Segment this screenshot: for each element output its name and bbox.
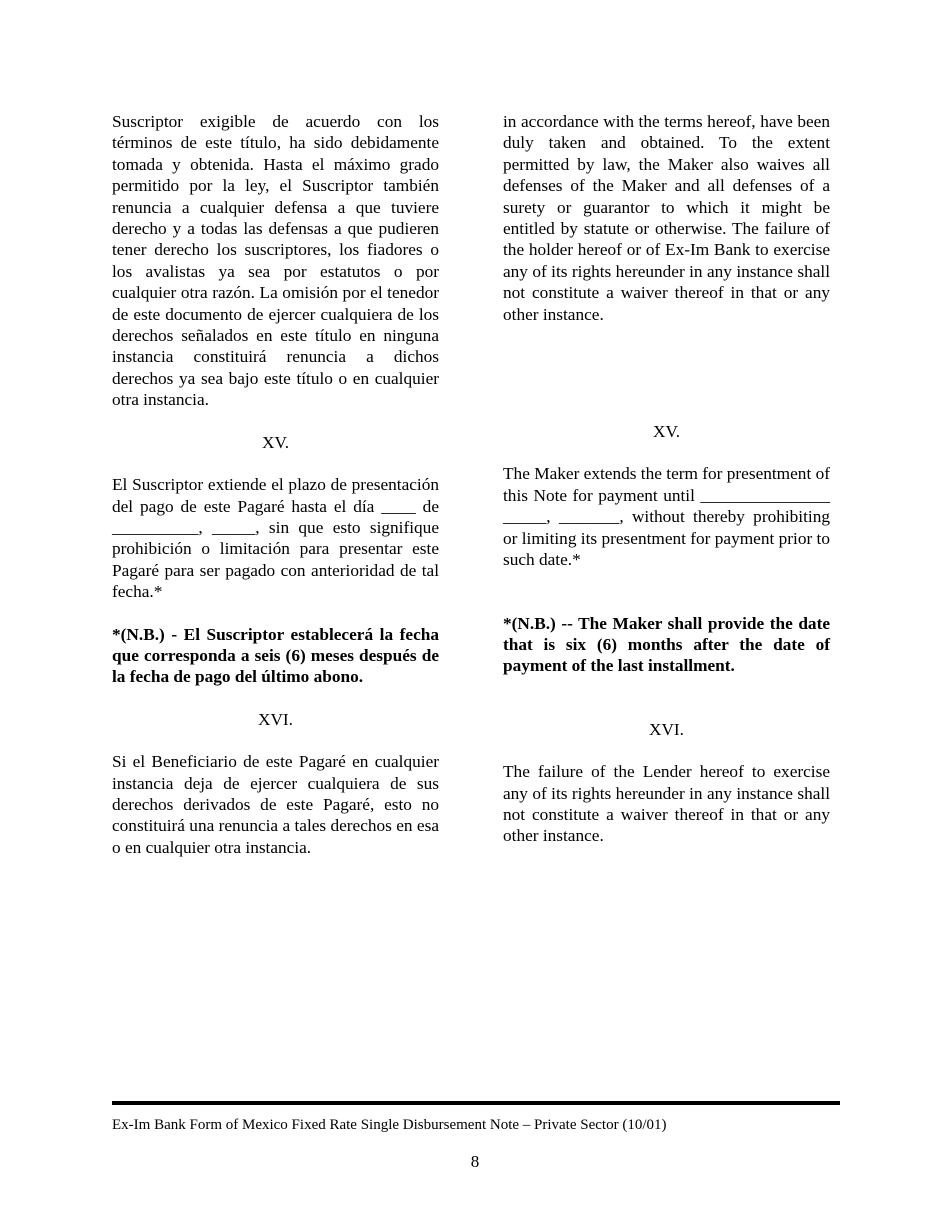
english-section-xv-heading: XV. [652,422,681,442]
footer-divider [112,1101,840,1105]
english-section-xv-note: *(N.B.) -- The Maker shall provide the date that is six (6) months after the date of payment of the last installment. [503,613,830,676]
spanish-section-xv-heading: XV. [261,432,290,452]
spanish-section-xv-paragraph: El Suscriptor extiende el plazo de presentación del pago de este Pagaré hasta el día ____ de __________, _____, sin que esto signifique prohibición o limitación para presentar este Pagaré para ser pagado con anterioridad de tal fecha.* [112,475,439,602]
english-intro-paragraph: in accordance with the terms hereof, have been duly taken and obtained. To the extent permitted by law, the Maker also waives all defenses of the Maker and all defenses of a surety or guarantor to which it might be entitled by statute or otherwise. The failure of the holder hereof or of Ex-Im Bank to exercise any of its rights hereunder in any instance shall not constitute a waiver thereof in that or any other instance. [503,112,830,324]
spanish-column [112,111,439,858]
english-column [503,111,830,847]
spanish-section-xv-note: *(N.B.) - El Suscriptor establecerá la fecha que corresponda a seis (6) meses después de la fecha de pago del último abono. [112,624,439,687]
english-section-xv-paragraph: The Maker extends the term for presentment of this Note for payment until _______________ _____, _______, without thereby prohibiting or limiting its presentment for payment prior to such date.* [503,464,830,570]
page-number: 8 [470,1152,480,1171]
spanish-section-xvi-heading: XVI. [257,709,294,729]
english-section-xvi-paragraph: The failure of the Lender hereof to exercise any of its rights hereunder in any instance shall not constitute a waiver thereof in that or any other instance. [503,762,830,846]
footer-form-title: Ex-Im Bank Form of Mexico Fixed Rate Single Disbursement Note – Private Sector (10/01) [112,1117,667,1133]
spanish-intro-paragraph: Suscriptor exigible de acuerdo con los términos de este título, ha sido debidamente tomada y obtenida. Hasta el máximo grado permitido por la ley, el Suscriptor también renuncia a cualquier defensa a que tuviere derecho y a todas las defensas a que pudieren tener derecho los suscriptores, los fiadores o los avalistas ya sea por estatutos o por cualquier otra razón. La omisión por el tenedor de este documento de ejercer cualquiera de los derechos señalados en este título en ninguna instancia constituirá renuncia a dichos derechos ya sea bajo este título o en cualquier otra instancia. [112,112,439,410]
spanish-section-xvi-paragraph: Si el Beneficiario de este Pagaré en cualquier instancia deja de ejercer cualquiera de sus derechos derivados de este Pagaré, esto no constituirá una renuncia a tales derechos en esa o en cualquier otra instancia. [112,752,439,857]
english-section-xvi-heading: XVI. [648,719,685,739]
